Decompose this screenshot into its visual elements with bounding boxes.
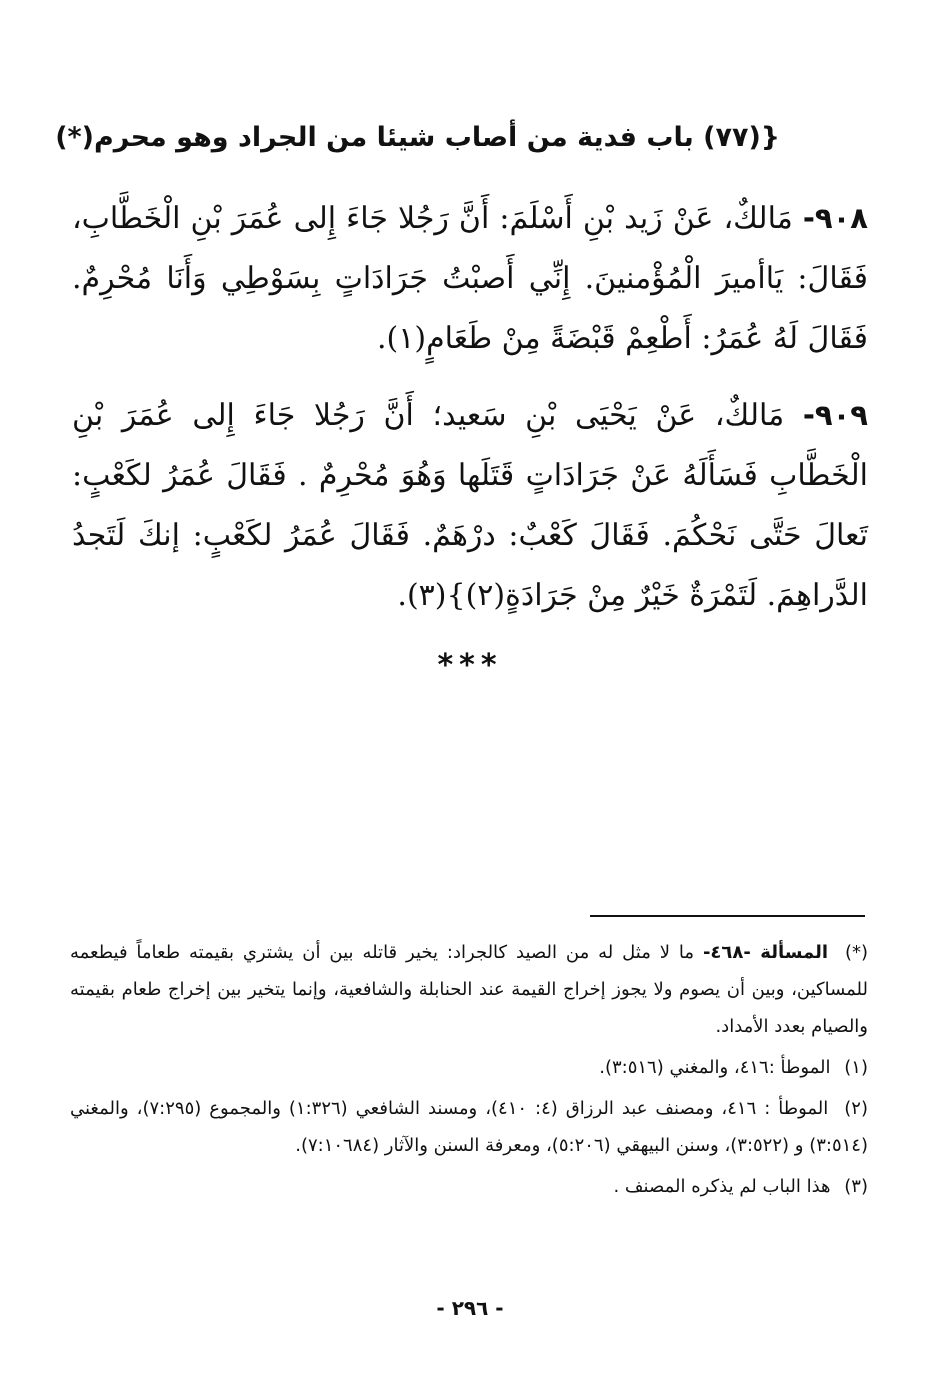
hadith-text: مَالكٌ، عَنْ يَحْيَى بْنِ سَعيد؛ أَنَّ رَجُلا جَاءَ إِلى عُمَرَ بْنِ الْخَطَّابِ فَسَأَلَهُ عَنْ جَرَادَاتٍ قَتَلَها وَهُوَ مُحْرِمٌ . فَقَالَ عُمَرُ لكَعْبٍ: تَعالَ حَتَّى نَحْكُمَ. فَقَالَ كَعْبٌ: درْهَمٌ. فَقَالَ عُمَرُ لكَعْبٍ: إنكَ لَتَجدُ الدَّراهِمَ. لَتَمْرَةٌ خَيْرٌ مِنْ جَرَادَةٍ(٢)}(٣). [72, 398, 868, 613]
footnote [70, 1168, 868, 1205]
main-text [72, 188, 868, 642]
footnote [70, 1090, 868, 1164]
footnote-marker: (*) [844, 942, 868, 963]
footnotes [70, 934, 868, 1209]
hadith-paragraph [72, 385, 868, 626]
hadith-text: مَالكٌ، عَنْ زَيد بْنِ أَسْلَمَ: أَنَّ رَجُلا جَاءَ إِلى عُمَرَ بْنِ الْخَطَّابِ، فَقَالَ: يَاأميرَ الْمُؤْمنينَ. إِنِّي أَصبْتُ جَرَادَاتٍ بِسَوْطِي وَأَنَا مُحْرِمٌ. فَقَالَ لَهُ عُمَرُ: أَطْعِمْ قَبْضَةً مِنْ طَعَامٍ(١). [72, 201, 868, 356]
section-divider: *** [437, 648, 503, 683]
footnote-text: ما لا مثل له من الصيد كالجراد: يخير قاتله بين أن يشتري بقيمته طعاماً فيطعمه للمساكين، وبين أن يصوم ولا يجوز إخراج القيمة عند الحنابلة والشافعية، وإنما يتخير بين إخراج طعام بقيمته والصيام بعدد الأمداد. [70, 942, 868, 1037]
hadith-paragraph [72, 188, 868, 369]
footnote-text: هذا الباب لم يذكره المصنف . [613, 1176, 831, 1197]
chapter-title: {(٧٧) باب فدية من أصاب شيئا من الجراد وهو محرم(*) [55, 122, 780, 153]
footnote-text: الموطأ :٤١٦، والمغني (٣:٥١٦). [599, 1057, 831, 1078]
footnote-text: الموطأ : ٤١٦، ومصنف عبد الرزاق (٤: ٤١٠)، ومسند الشافعي (١:٣٢٦) والمجموع (٧:٢٩٥)، والمغني (٣:٥١٤) و (٣:٥٢٢)، وسنن البيهقي (٥:٢٠٦)، ومعرفة السنن والآثار (٧:١٠٦٨٤). [70, 1098, 868, 1156]
footnote-lead: المسألة -٤٦٨- [702, 942, 829, 963]
footnote-marker: (١) [844, 1057, 868, 1078]
page-number: - ٢٩٦ - [436, 1296, 504, 1320]
hadith-number: ٩٠٩- [802, 398, 868, 432]
footnote-marker: (٢) [844, 1098, 868, 1119]
footnote-separator [590, 915, 865, 917]
footnote [70, 1049, 868, 1086]
footnote-marker: (٣) [844, 1176, 868, 1197]
hadith-number: ٩٠٨- [802, 201, 868, 235]
footnote [70, 934, 868, 1045]
